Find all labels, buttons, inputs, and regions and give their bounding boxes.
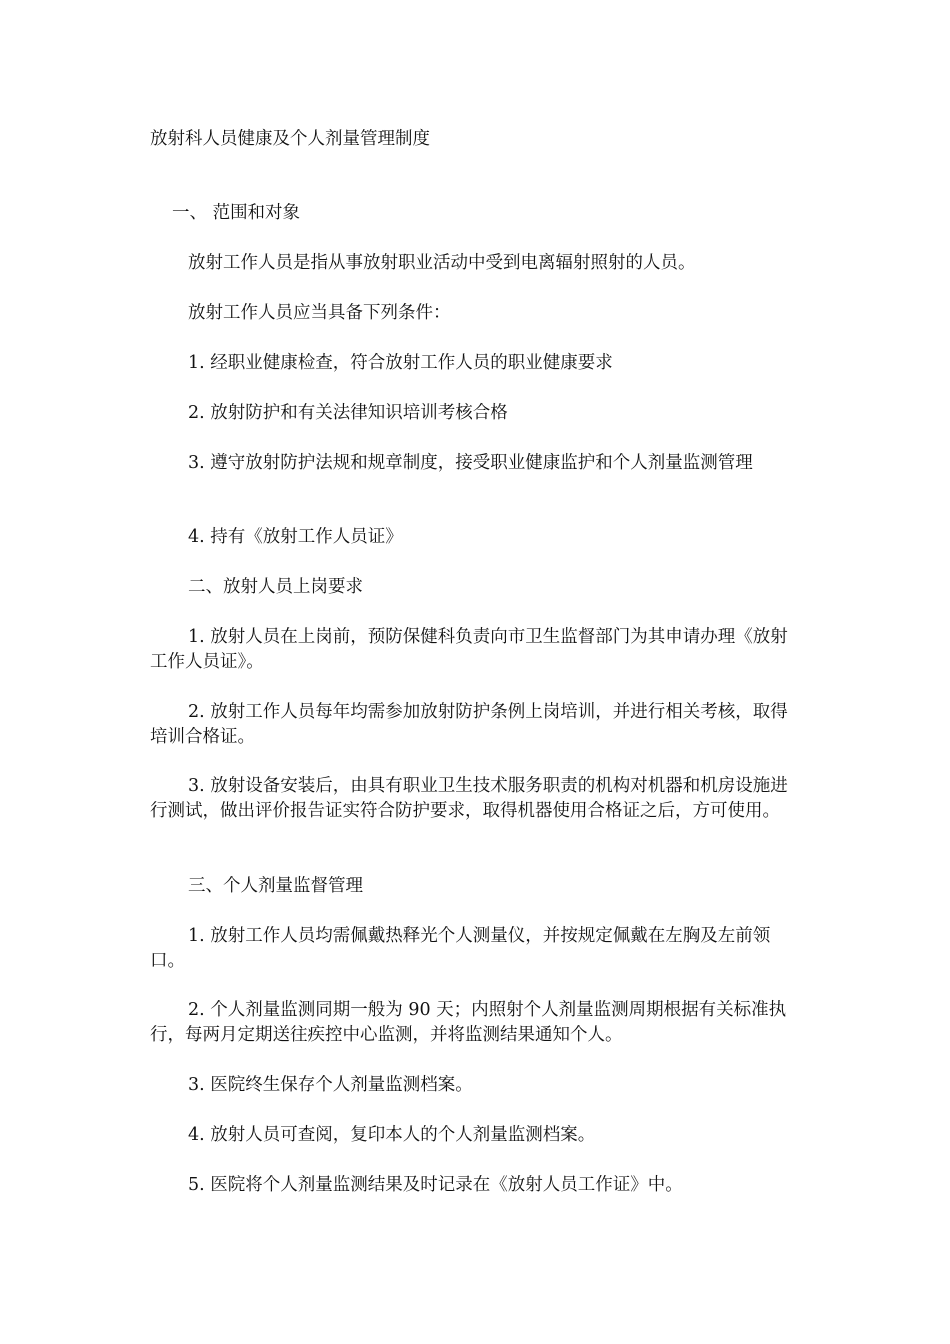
section-1-item-3: 3. 遵守放射防护法规和规章制度，接受职业健康监护和个人剂量监测管理 bbox=[188, 453, 753, 473]
section-1-item-1: 1. 经职业健康检查，符合放射工作人员的职业健康要求 bbox=[188, 353, 613, 373]
section-3-heading: 三、个人剂量监督管理 bbox=[188, 876, 363, 896]
section-1-item-4: 4. 持有《放射工作人员证》 bbox=[188, 527, 403, 547]
section-1-paragraph-2: 放射工作人员应当具备下列条件： bbox=[188, 303, 451, 323]
section-2-item-3: 3. 放射设备安装后，由具有职业卫生技术服务职责的机构对机器和机房设施进行测试，做出评价报告证实符合防护要求，取得机器使用合格证之后，方可使用。 bbox=[150, 776, 788, 821]
section-3-item-4: 4. 放射人员可查阅，复印本人的个人剂量监测档案。 bbox=[188, 1125, 596, 1145]
document-title: 放射科人员健康及个人剂量管理制度 bbox=[150, 129, 430, 149]
section-3-item-2: 2. 个人剂量监测同期一般为 90 天；内照射个人剂量监测周期根据有关标准执行，每两月定期送往疾控中心监测，并将监测结果通知个人。 bbox=[150, 1000, 787, 1045]
section-2-item-1: 1. 放射人员在上岗前，预防保健科负责向市卫生监督部门为其申请办理《放射工作人员证》。 bbox=[150, 627, 788, 672]
section-1-heading: 一、 范围和对象 bbox=[172, 203, 301, 223]
section-1-paragraph-1: 放射工作人员是指从事放射职业活动中受到电离辐射照射的人员。 bbox=[188, 253, 696, 273]
section-1-item-2: 2. 放射防护和有关法律知识培训考核合格 bbox=[188, 403, 508, 423]
section-3-item-1: 1. 放射工作人员均需佩戴热释光个人测量仪，并按规定佩戴在左胸及左前领口。 bbox=[150, 926, 771, 971]
section-2-heading: 二、放射人员上岗要求 bbox=[188, 577, 363, 597]
section-2-item-2: 2. 放射工作人员每年均需参加放射防护条例上岗培训，并进行相关考核，取得培训合格证。 bbox=[150, 702, 788, 747]
section-3-item-5: 5. 医院将个人剂量监测结果及时记录在《放射人员工作证》中。 bbox=[188, 1175, 683, 1195]
section-3-item-3: 3. 医院终生保存个人剂量监测档案。 bbox=[188, 1075, 473, 1095]
